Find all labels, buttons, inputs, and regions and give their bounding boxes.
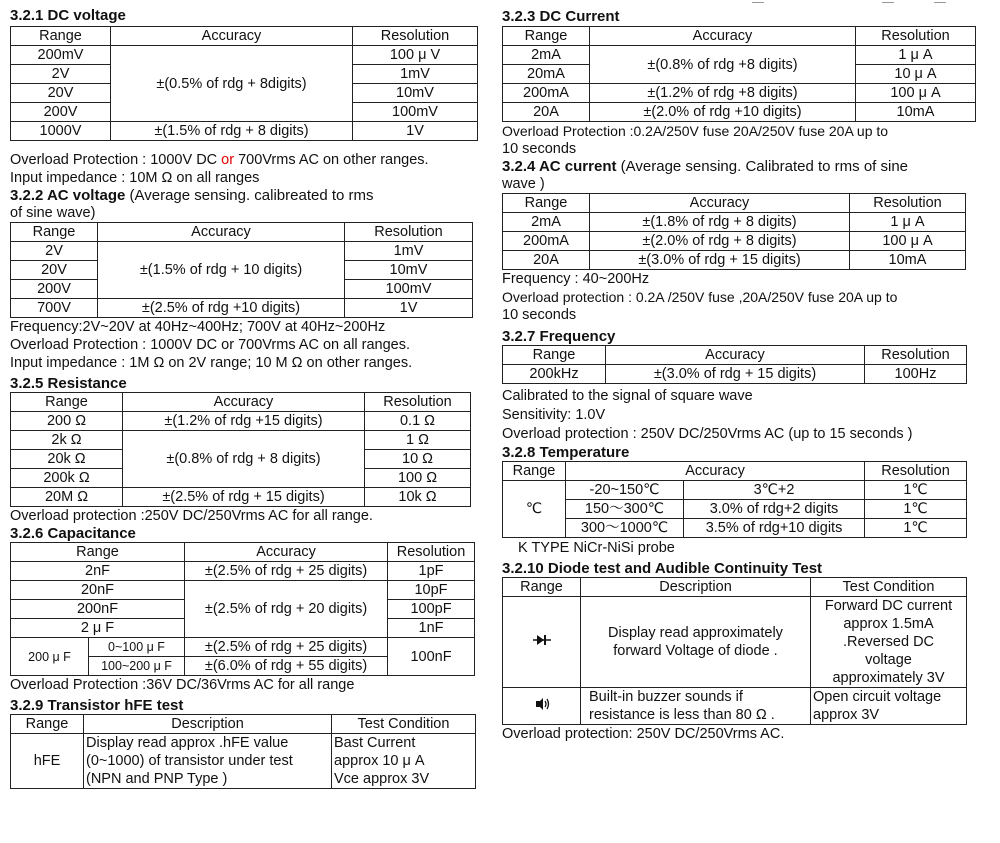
table-header: Range Accuracy Resolution: [11, 393, 471, 412]
ac-current-title: 3.2.4 AC current (Average sensing. Calibrated to rms of sine: [502, 158, 909, 175]
frequency-sensitivity: Sensitivity: 1.0V: [502, 407, 606, 423]
table-row: 2mA ±(1.8% of rdg + 8 digits) 1 μ A: [503, 213, 966, 232]
ac-current-table: [502, 193, 966, 270]
ac-current-frequency: Frequency : 40~200Hz: [502, 271, 650, 287]
ac-voltage-table: [10, 222, 473, 318]
diode-note: Overload protection: 250V DC/250Vrms AC.: [502, 726, 785, 742]
table-row: 200mV ±(0.5% of rdg + 8digits) 100 μ V: [11, 46, 478, 65]
table-header: Range Accuracy Resolution: [503, 27, 976, 46]
resistance-table: [10, 392, 471, 507]
temperature-probe: K TYPE NiCr-NiSi probe: [518, 540, 675, 556]
table-row: Built-in buzzer sounds if resistance is less than 80 Ω . Open circuit voltage approx 3V: [503, 688, 967, 725]
temperature-title: 3.2.8 Temperature: [502, 444, 630, 461]
table-row: 20mA 10 μ A: [503, 65, 976, 84]
ac-current-subtitle: wave ): [502, 176, 545, 192]
table-row: 2V ±(1.5% of rdg + 10 digits) 1mV: [11, 242, 473, 261]
dc-current-table: [502, 26, 976, 122]
table-row: 200k Ω 100 Ω: [11, 469, 471, 488]
table-row: 20nF ±(2.5% of rdg + 20 digits) 10pF: [11, 581, 475, 600]
table-row: 700V ±(2.5% of rdg +10 digits) 1V: [11, 299, 473, 318]
table-row: 300～1000℃ 3.5% of rdg+10 digits 1℃: [503, 519, 967, 538]
table-header: Range Accuracy Resolution: [11, 223, 473, 242]
temperature-table: [502, 461, 967, 538]
frequency-overload: Overload protection : 250V DC/250Vrms AC (up to 15 seconds ): [502, 426, 913, 442]
dc-voltage-table: [10, 26, 478, 141]
table-row: 2mA ±(0.8% of rdg +8 digits) 1 μ A: [503, 46, 976, 65]
scan-mark: [752, 2, 764, 6]
ac-current-overload-cont: 10 seconds: [502, 307, 577, 323]
dc-voltage-title: 3.2.1 DC voltage: [10, 7, 126, 24]
scan-mark: [934, 2, 946, 6]
table-row: 2k Ω ±(0.8% of rdg + 8 digits) 1 Ω: [11, 431, 471, 450]
table-row: 200nF 100pF: [11, 600, 475, 619]
ac-voltage-frequency: Frequency:2V~20V at 40Hz~400Hz; 700V at 40Hz~200Hz: [10, 319, 386, 335]
right-column: [502, 0, 980, 743]
table-header: Range Description Test Condition: [503, 578, 967, 597]
table-row: Display read approximately forward Voltage of diode . Forward DC current approx 1.5mA .Reversed DC voltage approximately 3V: [503, 597, 967, 688]
ac-voltage-title: 3.2.2 AC voltage (Average sensing. calibreated to rms: [10, 187, 374, 204]
capacitance-title: 3.2.6 Capacitance: [10, 525, 136, 542]
diode-table: [502, 577, 967, 725]
left-column: [10, 0, 480, 789]
dc-voltage-impedance: Input impedance : 10M Ω on all ranges: [10, 170, 260, 186]
buzzer-icon: [533, 697, 551, 711]
table-row: 1000V ±(1.5% of rdg + 8 digits) 1V: [11, 122, 478, 141]
diode-icon: [533, 633, 551, 647]
capacitance-table: [10, 542, 475, 676]
table-row: 20M Ω ±(2.5% of rdg + 15 digits) 10k Ω: [11, 488, 471, 507]
capacitance-note: Overload Protection :36V DC/36Vrms AC for all range: [10, 677, 355, 693]
hfe-table: [10, 714, 476, 789]
resistance-note: Overload protection :250V DC/250Vrms AC for all range.: [10, 508, 373, 524]
table-row: 150～300℃ 3.0% of rdg+2 digits 1℃: [503, 500, 967, 519]
table-row: 20A ±(3.0% of rdg + 15 digits) 10mA: [503, 251, 966, 270]
table-row: 20V 10mV: [11, 261, 473, 280]
frequency-note: Calibrated to the signal of square wave: [502, 388, 753, 404]
frequency-table: [502, 345, 967, 384]
dc-current-overload-cont: 10 seconds: [502, 141, 577, 157]
table-header: Range Description Test Condition: [11, 715, 476, 734]
table-header: Range Accuracy Resolution: [503, 346, 967, 365]
table-row: 200V 100mV: [11, 280, 473, 299]
table-row: 200mA ±(2.0% of rdg + 8 digits) 100 μ A: [503, 232, 966, 251]
table-header: Range Accuracy Resolution: [11, 543, 475, 562]
ac-voltage-overload: Overload Protection : 1000V DC or 700Vrms AC on all ranges.: [10, 337, 411, 353]
table-row: 200kHz ±(3.0% of rdg + 15 digits) 100Hz: [503, 365, 967, 384]
table-row: 2nF ±(2.5% of rdg + 25 digits) 1pF: [11, 562, 475, 581]
table-row: 2V 1mV: [11, 65, 478, 84]
table-row: 200 Ω ±(1.2% of rdg +15 digits) 0.1 Ω: [11, 412, 471, 431]
ac-current-overload: Overload protection : 0.2A /250V fuse ,20A/250V fuse 20A up to: [502, 289, 898, 305]
scan-mark: [882, 2, 894, 6]
table-header: Range Accuracy Resolution: [503, 194, 966, 213]
dc-voltage-note: Overload Protection : 1000V DC or 700Vrms AC on other ranges.: [10, 152, 429, 168]
table-header: Range Accuracy Resolution: [503, 462, 967, 481]
table-row: 100~200 μ F ±(6.0% of rdg + 55 digits): [11, 657, 475, 676]
ac-voltage-subtitle: of sine wave): [10, 205, 96, 221]
table-header: Range Accuracy Resolution: [11, 27, 478, 46]
table-row: 20k Ω 10 Ω: [11, 450, 471, 469]
ac-voltage-impedance: Input impedance : 1M Ω on 2V range; 10 M Ω on other ranges.: [10, 355, 413, 371]
frequency-title: 3.2.7 Frequency: [502, 328, 616, 345]
table-row: 200mA ±(1.2% of rdg +8 digits) 100 μ A: [503, 84, 976, 103]
table-row: ℃ -20~150℃ 3℃+2 1℃: [503, 481, 967, 500]
dc-current-overload: Overload Protection :0.2A/250V fuse 20A/250V fuse 20A up to: [502, 123, 889, 139]
dc-current-title: 3.2.3 DC Current: [502, 8, 620, 25]
table-row: 20A ±(2.0% of rdg +10 digits) 10mA: [503, 103, 976, 122]
resistance-title: 3.2.5 Resistance: [10, 375, 127, 392]
diode-title: 3.2.10 Diode test and Audible Continuity Test: [502, 560, 823, 577]
table-row: hFE Display read approx .hFE value (0~1000) of transistor under test (NPN and PNP Type ) Bast Current approx 10 μ A Vce approx 3V: [11, 734, 476, 789]
table-row: 2 μ F 1nF: [11, 619, 475, 638]
table-row: 20V 10mV: [11, 84, 478, 103]
table-row: 200 μ F 0~100 μ F ±(2.5% of rdg + 25 digits) 100nF: [11, 638, 475, 657]
hfe-title: 3.2.9 Transistor hFE test: [10, 697, 184, 714]
table-row: 200V 100mV: [11, 103, 478, 122]
